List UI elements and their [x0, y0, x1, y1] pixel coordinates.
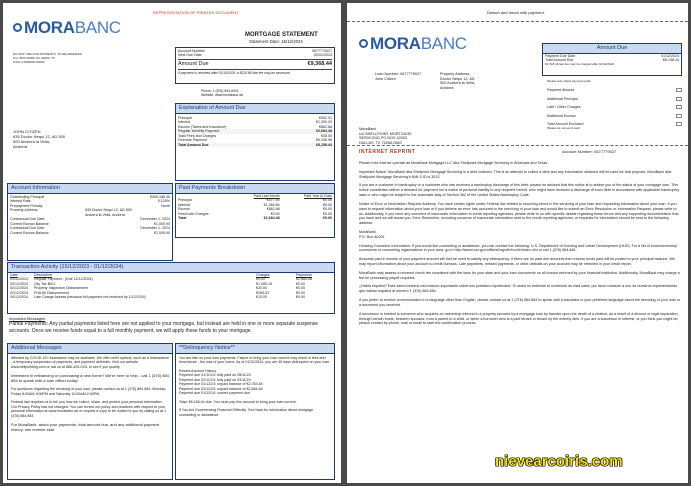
table-header: Date Description Charges Payments: [10, 272, 312, 277]
morabanc-logo: MORA BANC: [13, 17, 121, 38]
past-payments-breakdown: Past Payments Breakdown Paid Last Month Paid Year to Date Principal €577.59 €0.00 Interest €1,384.84 €0.00 Escrow €862.88 €0.00 Fees/Late Charges €0.00 €0.00 Total €2,684.48 €0.00: [175, 183, 335, 238]
table-row: Total Fees and Charges €35.00: [178, 133, 332, 138]
table-row: 01/12/2024 Regular Payment - (Due 11/12/2024) €0.00 €2,684.48: [10, 277, 312, 282]
logo-icon: [359, 39, 368, 48]
additional-principal-field[interactable]: Additional Principal: [547, 97, 682, 106]
statement-date: Statement Date: 15/12/2024: [249, 39, 303, 44]
table-row: Fees/Late Charges €0.00 €0.00: [178, 211, 332, 216]
return-address: DO NOT USE FOR PAYMENTS, TO RE ADDRESS P.O. BOX 00000 OC 00000, TX 0 011 0 0000000 00000: [13, 52, 82, 64]
contact-info: Phone: 1 (876) 894-6941 Website: www.morabanc.ad: [201, 89, 243, 98]
additional-escrow-field[interactable]: Additional Escrow: [547, 114, 682, 123]
transaction-activity: Transaction Activity (15/12/2023 - 01/12/2024) Date Description Charges Payments 01/12/2024 Regular Payment - (Due 11/12/2024) €0.00 €2,684.48 02/12/2024 City Tax Bill 2 €1,085.15 €0.00 02/12/2024 Property Inspection Disbursement €20.00 €0.00 02/12/2024 FHA MI Disbursement €269.23 €0.00 04/12/2024 Late Charge Assess (because full payment not received by 1/12/2024) €15.00 €0.00: [7, 262, 335, 314]
table-row: Escrow €862.88 €0.00: [178, 207, 332, 212]
table-row: 02/12/2024 FHA MI Disbursement €269.23 €0.00: [10, 290, 305, 295]
account-information: Account Information Outstanding Principal €309,186.35 Interest Rate 5.125% Prepayment Penalty None Property Address 635 Doctor Nequi 12, AD 500 Andorra la Vella, Andorra Contractual Due Date December 1, 2024 Current Escrow Balance €1,005.90 Contractual Due Date December 1, 2024 Current Escrow Balance €1,005.90: [7, 183, 173, 261]
additional-messages: Additional Messages Affected by COVID-19? Assistance may be available. We offer relief options, such as a forbearance - a temporary suspension of payments, and payment deferrals. Visit our website www.bellpointing.com or call us at 888-425-0111 to see if you qualify. Interested in refinancing or purchasing a new home? We're here to help - call 1 (376) 884 884 to speak with a loan officer today! For questions regarding the servicing of your loan, please contact us at 1 (376) 884 884. Monday-Friday 8:00AM-9:00PM and Saturday 10:00AM-2:00PM. Federal law requires us to tell you how we collect, share, and protect your personal information. Our Privacy Policy has not changed. You can review our policy and practices with respect to your personal information at www.morabanc.ad or request a copy to be mailed to you by calling us at 1 (376) 884 884. For MoraBank: about your payments, total amount due, and any additional payment history, see reverse side.: [7, 343, 173, 480]
table-row: Current Escrow Balance €1,005.90: [10, 221, 170, 226]
account-number: Account Number: 0677779027: [562, 149, 617, 154]
customer-address: JOHN CITIZEN 635 Doctor Nequi 12, AD 500 500 Andorra la Vella, Andorra: [13, 129, 66, 149]
table-row: Property Address 635 Doctor Nequi 12, AD 500 Andorra la Vella, Andorra: [10, 208, 132, 217]
table-row: Contractual Due Date December 1, 2024: [10, 226, 170, 231]
detach-note: Detach and return with payment.: [487, 10, 545, 15]
summary-next-due: Next Due Date 02/02/2024: [178, 53, 332, 58]
late-fee-note: If payment is received after 02/14/2024, a $128.86 late fee may be assessed: [178, 70, 290, 75]
payment-amount-field[interactable]: Payment Amount: [547, 88, 682, 97]
table-row: 02/12/2024 Property Inspection Disbursement €20.00 €0.00: [10, 286, 305, 291]
table-row: Current Escrow Balance €1,005.90: [10, 230, 170, 235]
table-row: Regular Monthly Payment €2,684.48: [178, 129, 332, 134]
table-row: Overdue Payment €5,438.96: [178, 138, 332, 143]
mailing-address: MoraBank c/o SHELLPOINT MORTGAGE SERVICING PO BOX 42003 DALLAS, TX 75266-0840: [359, 127, 412, 146]
table-row: Contractual Due Date December 1, 2024: [10, 217, 170, 222]
payment-coupon-form: Payment Amount Additional Principal Late / Other Charges Additional Escrow Total Amount Enclosed Please do not send cash: [547, 88, 682, 131]
logo-icon: [13, 23, 22, 32]
total-enclosed-field[interactable]: Total Amount Enclosed: [547, 122, 682, 127]
statement-title: MORTGAGE STATEMENT: [245, 32, 318, 38]
amount-due-box: Amount Due Payment Due Date 01/12/2024 Total Amount Due €8,158.44 €1,518.44 late fee may be charged after 02/12/2024: [542, 43, 682, 76]
table-row: 02/12/2024 City Tax Bill 2 €1,085.15 €0.00: [10, 281, 305, 286]
internet-reprint-label: INTERNET REPRINT: [359, 149, 416, 155]
summary-amount-due: Amount Due €9,368.44: [178, 60, 332, 67]
explanation-table: [176, 116, 334, 147]
table-header: Paid Last Month Paid Year to Date: [253, 193, 332, 198]
table-row: 04/12/2024 Late Charge Assess (because full payment not received by 1/12/2024) €15.00 €0.00: [10, 295, 305, 300]
morabanc-logo: MORA BANC: [359, 33, 467, 54]
notice-text: Please note that we operate as MoraBank Mortgage LLC dba Shellpoint Mortgage Servicing in Arkansas and Texas. Important Notice: MoraBank dba Shellpoint Mortgage Servicing is a debt collector. This is an attempt to collect a debt and any information obtained will be used for that purpose. MoraBank dba Shellpoint Mortgage Servicing's NMLS ID is 3013. If you are a customer in bankruptcy or a customer who has received a bankruptcy discharge of this debt: please be advised that this notice is to advise you of the status of your mortgage loan. This notice constitutes neither a demand for payment nor a notice of personal liability to any recipient hereof, who might have received a discharge of such debt in accordance with applicable bankruptcy laws or who might be subject to the automatic stay of Section 362 of the United States Bankruptcy Code. Notice of Error or Information Request Address: You have certain rights under Federal law related to resolving errors in the servicing of your loan and requesting information about your loan. If you want to request information about your loan or if you believe an error has occurred in the servicing of your loan and would like to submit an Error Resolution or Information Request, please write to us. Additionally, if you have any concerns of inaccurate information to credit reporting agencies, please write to us with specific details regarding those errors and any supporting documentation that you have and we will assist you. Error Resolution, including concerns of inaccurate information sent to the credit reporting agencies, or requests for information should be sent to the following address: MoraBank P.O. Box A0201 Housing Counselor Information: If you would like counseling or assistance, you can contact the following: U.S. Department of Housing and Urban Development (HUD): For a list of homeownership counselors or counseling organizations in your area, go to http://www.hud.gov/offices/hsg/sfh/hcc/fc/index.cfm or call 1 (376) 884 884. Amounts paid in excess of your payment amount will first be used to satisfy any delinquency. If there are no past due amounts then excess funds paid will be posted to your principal balance. We may report information about your account to credit bureaus. Late payments, missed payments, or other defaults on your account may be reflected in your credit report. MoraBank may assess a returned check fee consistent with the laws for your state and your loan documents on all checks returned by your financial institution. Additionally, MoraBank may charge a fee for processing payoff requests. ¿Habla español? Esta carta contiene información importante sobre sus préstamo hipotecario. Si usted no entiende el contenido de esta carta, por favor contacte a uno de nuestros representantes que hablan español al número 1 (376) 884 884. If you prefer to receive communication in a language other than English, please contact us at 1 (376) 884 884 to speak with a translator in your preferred language about the servicing of your loan or a document you received. A successor in interest is someone who acquires an ownership interest in a property secured by a mortgage loan by transfer upon the death of a relative, as a result of a divorce or legal separation, through certain trusts, between spouses, from a parent to a child, or when a borrower who is a joint tenant or tenant by the entirety dies. If you are a successor in interest, or you think you might be, please contact by phone, mail or email to start the confirmation process.: [359, 161, 681, 326]
table-row: Escrow (Taxes and Insurance) €862.88: [178, 124, 332, 129]
table-row: Principal €577.59 €0.00: [178, 198, 332, 203]
table-row: Principal €592.01: [178, 115, 332, 120]
representation-label: REPRESENTATION OF PRINTED DOCUMENT: [153, 10, 239, 15]
table-row: Interest €1,384.84 €0.00: [178, 202, 332, 207]
late-charges-field[interactable]: Late / Other Charges: [547, 105, 682, 114]
delinquency-notice: **Delinquency Notice** You are late on your loan payments. Failure to bring your loan current may result in fees and foreclosure - the loss of your home. As of 01/12/2024, you are 45 days delinquent on your loan. Recent Account History Payment due 01/11/24: fully paid on 28/11/24 Payment due 02/11/24: fully paid on 03/11/24 Payment due 01/12/24: unpaid balance of €2,783.48 Payment due 02/12/24: unpaid balance of €2,684.48 Payment due 01/12/24: current payment due Total: €8,158.44 due. You must pay this amount to bring your loan current. If You Are Experiencing Financial Difficulty: See back for information about mortgage counseling or assistance.: [175, 343, 335, 480]
account-summary-box: [175, 47, 335, 84]
loan-info: Loan Number: 0677779027 John Citizen: [375, 72, 422, 81]
important-messages: Important Messages Partial Payments: Any partial payments listed here are not applied to your mortgage, but instead are held in one or more separate suspense accounts. Once we receive funds equal to a full monthly payment, we will apply those funds to your mortgage.: [9, 316, 319, 334]
property-info: Property Address: Doctor Nequi 12, AD 500 Andorra la Vella, Andorra: [440, 72, 476, 91]
explanation-amount-due: Explanation of Amount Due Principal €592.01 Interest €1,390.29 Escrow (Taxes and Insurance) €862.88 Regular Monthly Payment €2,684.48 Total Fees and Charges €35.00 Overdue Payment €5,438.96 Total Amount Due €8,158.44: [175, 103, 335, 181]
check-note: Please only check payment paid:: [547, 79, 591, 83]
table-row: Interest €1,390.29: [178, 120, 332, 125]
table-row: Total Amount Due €8,158.44: [178, 142, 332, 147]
watermark: nievearcoiris.com: [495, 453, 623, 470]
table-row: Outstanding Principal €309,186.35: [10, 194, 170, 199]
statement-back-page: [347, 3, 688, 483]
summary-account-number: Account Number 0677779027: [178, 49, 332, 53]
table-row: Total €2,684.48 €0.00: [178, 216, 332, 221]
statement-front-page: [3, 3, 341, 483]
table-row: Interest Rate 5.125%: [10, 199, 170, 204]
table-row: Prepayment Penalty None: [10, 203, 170, 208]
